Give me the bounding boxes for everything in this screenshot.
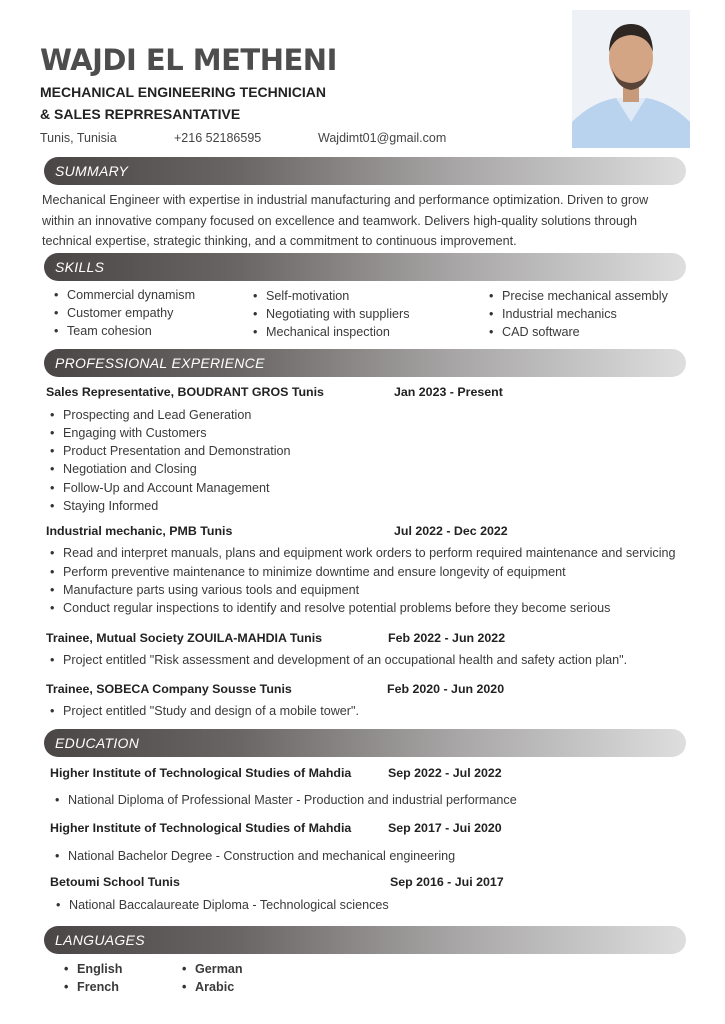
profile-photo [572,10,690,148]
experience-section-bar [44,349,686,377]
job-dates: Jan 2023 - Present [394,385,503,399]
job-bullet: • Prospecting and Lead Generation [63,408,251,422]
experience-heading: PROFESSIONAL EXPERIENCE [55,355,265,371]
skill-item: • Commercial dynamism [67,288,195,302]
education-section-bar [44,729,686,757]
candidate-name: WAJDI EL METHENI [40,43,337,77]
skill-item: • Negotiating with suppliers [266,307,410,321]
job-bullet: • Engaging with Customers [63,426,207,440]
location: Tunis, Tunisia [40,131,117,145]
job-dates: Feb 2020 - Jun 2020 [387,682,505,696]
language-item: • English [77,962,122,976]
language-item: • Arabic [195,980,234,994]
summary-line: Mechanical Engineer with expertise in industrial manufacturing and performance optimization. Driven to grow [42,193,649,207]
summary-line: within an innovative company focused on excellence and teamwork. Delivers high-quality solutions through [42,213,638,228]
job-bullet: • Staying Informed [63,499,158,513]
education-dates: Sep 2022 - Jul 2022 [388,766,502,780]
job-bullet: • Perform preventive maintenance to minimize downtime and ensure longevity of equipment [63,565,566,579]
job-bullet: • Manufacture parts using various tools and equipment [63,583,359,597]
education-detail: • National Diploma of Professional Master - Production and industrial performance [68,793,517,807]
job-title: Industrial mechanic, PMB Tunis [46,524,233,538]
education-detail: • National Bachelor Degree - Construction and mechanical engineering [68,849,455,863]
job-bullet: • Follow-Up and Account Management [63,481,270,495]
language-item: • French [77,980,119,994]
skill-item: • Precise mechanical assembly [502,289,668,303]
skill-item: • Team cohesion [67,324,152,338]
job-dates: Jul 2022 - Dec 2022 [394,524,508,538]
skills-section-bar [44,253,686,281]
skill-item: • CAD software [502,325,580,339]
email: Wajdimt01@gmail.com [318,131,447,145]
job-title-line-2: & SALES REPRRESANTATIVE [40,106,241,122]
job-bullet: • Conduct regular inspections to identify and resolve potential problems before they become serious [63,601,610,615]
job-title-line-1: MECHANICAL ENGINEERING TECHNICIAN [40,84,326,100]
education-dates: Sep 2017 - Jui 2020 [388,821,502,835]
education-school: Higher Institute of Technological Studies of Mahdia [50,821,352,835]
education-dates: Sep 2016 - Jui 2017 [390,875,504,889]
education-school: Betoumi School Tunis [50,875,180,889]
job-bullet: • Product Presentation and Demonstration [63,444,291,458]
job-title: Sales Representative, BOUDRANT GROS Tunis [46,385,324,399]
languages-heading: LANGUAGES [55,932,145,948]
languages-section-bar [44,926,686,954]
education-detail: • National Baccalaureate Diploma - Technological sciences [69,898,389,912]
education-heading: EDUCATION [55,735,140,751]
skill-item: • Industrial mechanics [502,307,617,321]
education-school: Higher Institute of Technological Studies of Mahdia [50,766,352,780]
skill-item: • Mechanical inspection [266,325,390,339]
job-bullet: • Negotiation and Closing [63,462,197,476]
job-title: Trainee, SOBECA Company Sousse Tunis [46,682,292,696]
job-title: Trainee, Mutual Society ZOUILA-MAHDIA Tunis [46,631,323,645]
summary-section-bar [44,157,686,185]
job-dates: Feb 2022 - Jun 2022 [388,631,506,645]
skills-heading: SKILLS [55,259,105,275]
skill-item: • Customer empathy [67,306,173,320]
job-bullet: • Read and interpret manuals, plans and equipment work orders to perform required maintenance and servicing [63,546,676,560]
skill-item: • Self-motivation [266,289,349,303]
job-bullet: • Project entitled "Study and design of a mobile tower". [63,704,359,718]
language-item: • German [195,962,243,976]
summary-line: technical expertise, strategic thinking, and a commitment to continuous improvement. [42,234,517,248]
phone: +216 52186595 [174,131,262,145]
summary-text [42,190,687,252]
job-bullet: • Project entitled "Risk assessment and development of an occupational health and safety action plan". [63,653,627,667]
summary-heading: SUMMARY [55,163,129,179]
